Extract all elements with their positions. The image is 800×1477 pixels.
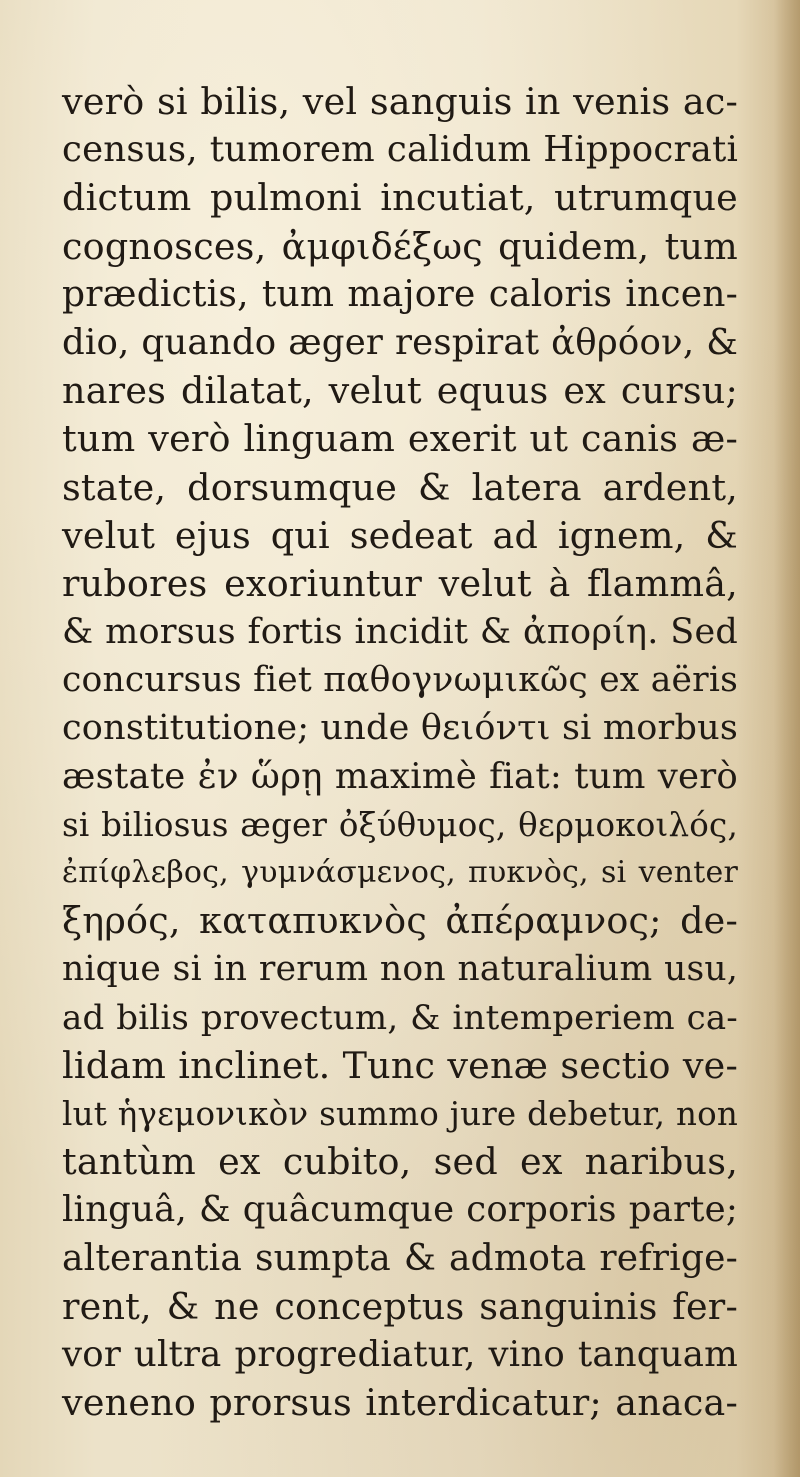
text-line: rent, & ne conceptus sanguinis fer-	[62, 1284, 738, 1328]
text-line: cognosces, ἀμφιδέξως quidem, tum	[62, 224, 738, 268]
text-line: æstate ἐν ὥρῃ maximè fiat: tum verò	[62, 755, 738, 797]
text-line: tum verò linguam exerit ut canis æ-	[62, 417, 738, 461]
text-line: dio, quando æger respirat ἀθρόον, &	[62, 321, 738, 363]
text-line: lidam inclinet. Tunc venæ sectio ve-	[62, 1043, 738, 1087]
text-line: veneno prorsus interdicatur; anaca-	[62, 1381, 738, 1425]
text-line: velut ejus qui sedeat ad ignem, &	[62, 513, 738, 557]
text-line: constitutione; unde θειόντι si morbus	[62, 708, 738, 749]
text-line: ad bilis provectum, & intemperiem ca-	[62, 997, 738, 1038]
text-line: prædictis, tum majore caloris incen-	[62, 273, 738, 315]
text-line: tantùm ex cubito, sed ex naribus,	[62, 1140, 738, 1184]
text-line: state, dorsumque & latera ardent,	[62, 465, 738, 509]
text-line: linguâ, & quâcumque corporis parte;	[62, 1189, 738, 1231]
text-line: verò si bilis, vel sanguis in venis ac-	[62, 80, 738, 123]
text-line: si biliosus æger ὀξύθυμος, θερμοκοιλός,	[62, 805, 738, 844]
text-line: nares dilatat, velut equus ex cursu;	[62, 369, 738, 413]
page-gutter-shadow	[774, 0, 800, 1477]
text-line: census, tumorem calidum Hippocrati	[62, 129, 738, 171]
page-text-block	[62, 78, 738, 1427]
text-line: dictum pulmoni incutiat, utrumque	[62, 176, 738, 220]
text-line: concursus fiet παθογνωμικῶς ex aëris	[62, 660, 738, 701]
text-line: alterantia sumpta & admota refrige-	[62, 1237, 738, 1279]
text-line: vor ultra progrediatur, vino tanquam	[62, 1333, 738, 1375]
text-line: ξηρός, καταπυκνὸς ἀπέραμνος; de-	[62, 899, 738, 943]
text-line: & morsus fortis incidit & ἀπορίη. Sed	[62, 612, 738, 653]
text-line: nique si in rerum non naturalium usu,	[62, 949, 738, 990]
text-line: ἐπίφλεβος, γυμνάσμενος, πυκνὸς, si venter	[62, 855, 738, 890]
text-line: lut ἡγεμονικὸν summo jure debetur, non	[62, 1094, 738, 1133]
text-line: rubores exoriuntur velut à flammâ,	[62, 561, 738, 605]
